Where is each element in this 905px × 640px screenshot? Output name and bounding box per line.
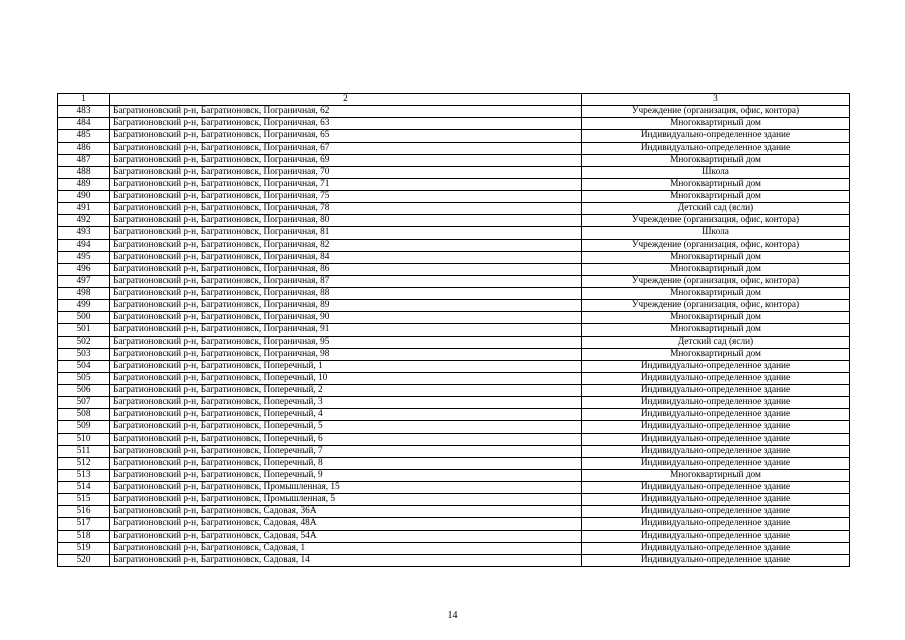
- row-number-cell: 483: [58, 106, 110, 118]
- row-building-type-cell: Индивидуально-определенное здание: [582, 409, 850, 421]
- row-building-type-cell: Индивидуально-определенное здание: [582, 518, 850, 530]
- table-row: [58, 191, 850, 203]
- row-number-cell: 484: [58, 118, 110, 130]
- column-header-building-type: 3: [582, 94, 850, 106]
- row-address-cell: Багратионовский р-н, Багратионовск, Пограничная, 75: [110, 191, 582, 203]
- row-number-cell: 485: [58, 130, 110, 142]
- row-building-type-cell: Многоквартирный дом: [582, 324, 850, 336]
- row-address-cell: Багратионовский р-н, Багратионовск, Пограничная, 70: [110, 166, 582, 178]
- row-building-type-cell: Многоквартирный дом: [582, 348, 850, 360]
- row-building-type-cell: Индивидуально-определенное здание: [582, 554, 850, 566]
- row-number-cell: 512: [58, 457, 110, 469]
- row-number-cell: 515: [58, 494, 110, 506]
- row-building-type-cell: Индивидуально-определенное здание: [582, 397, 850, 409]
- row-number-cell: 486: [58, 142, 110, 154]
- row-address-cell: Багратионовский р-н, Багратионовск, Поперечный, 1: [110, 360, 582, 372]
- row-address-cell: Багратионовский р-н, Багратионовск, Поперечный, 8: [110, 457, 582, 469]
- row-building-type-cell: Детский сад (ясли): [582, 203, 850, 215]
- row-number-cell: 493: [58, 227, 110, 239]
- row-address-cell: Багратионовский р-н, Багратионовск, Пограничная, 95: [110, 336, 582, 348]
- row-number-cell: 497: [58, 275, 110, 287]
- row-address-cell: Багратионовский р-н, Багратионовск, Поперечный, 9: [110, 469, 582, 481]
- row-address-cell: Багратионовский р-н, Багратионовск, Поперечный, 3: [110, 397, 582, 409]
- row-number-cell: 506: [58, 385, 110, 397]
- row-number-cell: 495: [58, 251, 110, 263]
- row-number-cell: 492: [58, 215, 110, 227]
- row-building-type-cell: Учреждение (организация, офис, контора): [582, 239, 850, 251]
- row-address-cell: Багратионовский р-н, Багратионовск, Поперечный, 7: [110, 445, 582, 457]
- row-number-cell: 516: [58, 506, 110, 518]
- row-number-cell: 499: [58, 300, 110, 312]
- row-building-type-cell: Индивидуально-определенное здание: [582, 421, 850, 433]
- table-row: [58, 518, 850, 530]
- address-table-body: [58, 94, 850, 567]
- row-number-cell: 518: [58, 530, 110, 542]
- row-building-type-cell: Многоквартирный дом: [582, 178, 850, 190]
- row-number-cell: 496: [58, 263, 110, 275]
- row-number-cell: 520: [58, 554, 110, 566]
- row-address-cell: Багратионовский р-н, Багратионовск, Садовая, 54А: [110, 530, 582, 542]
- row-number-cell: 488: [58, 166, 110, 178]
- table-row: [58, 312, 850, 324]
- row-address-cell: Багратионовский р-н, Багратионовск, Садовая, 36А: [110, 506, 582, 518]
- address-table: [57, 93, 850, 567]
- table-row: [58, 554, 850, 566]
- row-address-cell: Багратионовский р-н, Багратионовск, Пограничная, 89: [110, 300, 582, 312]
- row-number-cell: 503: [58, 348, 110, 360]
- row-building-type-cell: Индивидуально-определенное здание: [582, 433, 850, 445]
- row-building-type-cell: Индивидуально-определенное здание: [582, 530, 850, 542]
- row-number-cell: 519: [58, 542, 110, 554]
- row-address-cell: Багратионовский р-н, Багратионовск, Садовая, 48А: [110, 518, 582, 530]
- row-building-type-cell: Индивидуально-определенное здание: [582, 542, 850, 554]
- row-building-type-cell: Многоквартирный дом: [582, 118, 850, 130]
- table-row: [58, 324, 850, 336]
- row-number-cell: 514: [58, 482, 110, 494]
- table-row: [58, 142, 850, 154]
- row-address-cell: Багратионовский р-н, Багратионовск, Промышленная, 5: [110, 494, 582, 506]
- row-address-cell: Багратионовский р-н, Багратионовск, Пограничная, 63: [110, 118, 582, 130]
- row-number-cell: 504: [58, 360, 110, 372]
- row-address-cell: Багратионовский р-н, Багратионовск, Пограничная, 62: [110, 106, 582, 118]
- row-number-cell: 505: [58, 372, 110, 384]
- row-address-cell: Багратионовский р-н, Багратионовск, Пограничная, 86: [110, 263, 582, 275]
- table-row: [58, 263, 850, 275]
- row-building-type-cell: Индивидуально-определенное здание: [582, 372, 850, 384]
- row-building-type-cell: Индивидуально-определенное здание: [582, 494, 850, 506]
- row-address-cell: Багратионовский р-н, Багратионовск, Промышленная, 15: [110, 482, 582, 494]
- table-row: [58, 360, 850, 372]
- table-row: [58, 409, 850, 421]
- row-number-cell: 511: [58, 445, 110, 457]
- row-building-type-cell: Детский сад (ясли): [582, 336, 850, 348]
- row-building-type-cell: Многоквартирный дом: [582, 154, 850, 166]
- table-header-row: [58, 94, 850, 106]
- row-building-type-cell: Многоквартирный дом: [582, 469, 850, 481]
- table-row: [58, 239, 850, 251]
- row-building-type-cell: Индивидуально-определенное здание: [582, 506, 850, 518]
- table-row: [58, 106, 850, 118]
- row-address-cell: Багратионовский р-н, Багратионовск, Садовая, 14: [110, 554, 582, 566]
- row-number-cell: 502: [58, 336, 110, 348]
- row-address-cell: Багратионовский р-н, Багратионовск, Пограничная, 65: [110, 130, 582, 142]
- row-address-cell: Багратионовский р-н, Багратионовск, Пограничная, 90: [110, 312, 582, 324]
- row-address-cell: Багратионовский р-н, Багратионовск, Пограничная, 69: [110, 154, 582, 166]
- row-building-type-cell: Индивидуально-определенное здание: [582, 482, 850, 494]
- row-building-type-cell: Индивидуально-определенное здание: [582, 142, 850, 154]
- table-row: [58, 421, 850, 433]
- row-number-cell: 491: [58, 203, 110, 215]
- table-row: [58, 530, 850, 542]
- table-row: [58, 215, 850, 227]
- table-row: [58, 227, 850, 239]
- row-number-cell: 500: [58, 312, 110, 324]
- row-address-cell: Багратионовский р-н, Багратионовск, Пограничная, 98: [110, 348, 582, 360]
- row-address-cell: Багратионовский р-н, Багратионовск, Пограничная, 80: [110, 215, 582, 227]
- row-address-cell: Багратионовский р-н, Багратионовск, Поперечный, 2: [110, 385, 582, 397]
- row-building-type-cell: Индивидуально-определенное здание: [582, 385, 850, 397]
- row-building-type-cell: Многоквартирный дом: [582, 312, 850, 324]
- table-row: [58, 336, 850, 348]
- table-row: [58, 372, 850, 384]
- table-row: [58, 154, 850, 166]
- row-number-cell: 487: [58, 154, 110, 166]
- table-row: [58, 166, 850, 178]
- table-row: [58, 385, 850, 397]
- row-number-cell: 490: [58, 191, 110, 203]
- row-building-type-cell: Индивидуально-определенное здание: [582, 130, 850, 142]
- row-address-cell: Багратионовский р-н, Багратионовск, Поперечный, 4: [110, 409, 582, 421]
- row-number-cell: 513: [58, 469, 110, 481]
- row-address-cell: Багратионовский р-н, Багратионовск, Пограничная, 81: [110, 227, 582, 239]
- row-building-type-cell: Многоквартирный дом: [582, 263, 850, 275]
- row-building-type-cell: Многоквартирный дом: [582, 191, 850, 203]
- row-number-cell: 489: [58, 178, 110, 190]
- row-building-type-cell: Учреждение (организация, офис, контора): [582, 300, 850, 312]
- table-row: [58, 178, 850, 190]
- row-number-cell: 517: [58, 518, 110, 530]
- row-address-cell: Багратионовский р-н, Багратионовск, Пограничная, 87: [110, 275, 582, 287]
- row-building-type-cell: Индивидуально-определенное здание: [582, 445, 850, 457]
- row-address-cell: Багратионовский р-н, Багратионовск, Пограничная, 88: [110, 288, 582, 300]
- table-row: [58, 542, 850, 554]
- row-number-cell: 509: [58, 421, 110, 433]
- row-number-cell: 507: [58, 397, 110, 409]
- table-row: [58, 288, 850, 300]
- table-row: [58, 251, 850, 263]
- row-address-cell: Багратионовский р-н, Багратионовск, Поперечный, 10: [110, 372, 582, 384]
- row-building-type-cell: Индивидуально-определенное здание: [582, 360, 850, 372]
- row-building-type-cell: Многоквартирный дом: [582, 251, 850, 263]
- row-address-cell: Багратионовский р-н, Багратионовск, Пограничная, 84: [110, 251, 582, 263]
- table-row: [58, 397, 850, 409]
- table-row: [58, 469, 850, 481]
- column-header-address: 2: [110, 94, 582, 106]
- row-building-type-cell: Многоквартирный дом: [582, 288, 850, 300]
- table-row: [58, 300, 850, 312]
- row-building-type-cell: Школа: [582, 227, 850, 239]
- row-building-type-cell: Учреждение (организация, офис, контора): [582, 106, 850, 118]
- row-address-cell: Багратионовский р-н, Багратионовск, Пограничная, 71: [110, 178, 582, 190]
- row-address-cell: Багратионовский р-н, Багратионовск, Пограничная, 78: [110, 203, 582, 215]
- row-number-cell: 508: [58, 409, 110, 421]
- row-building-type-cell: Учреждение (организация, офис, контора): [582, 215, 850, 227]
- row-number-cell: 494: [58, 239, 110, 251]
- row-number-cell: 501: [58, 324, 110, 336]
- row-number-cell: 510: [58, 433, 110, 445]
- row-address-cell: Багратионовский р-н, Багратионовск, Пограничная, 82: [110, 239, 582, 251]
- table-row: [58, 118, 850, 130]
- table-row: [58, 482, 850, 494]
- table-row: [58, 506, 850, 518]
- table-row: [58, 275, 850, 287]
- row-address-cell: Багратионовский р-н, Багратионовск, Пограничная, 91: [110, 324, 582, 336]
- page-number: 14: [447, 610, 458, 621]
- row-building-type-cell: Индивидуально-определенное здание: [582, 457, 850, 469]
- table-row: [58, 130, 850, 142]
- table-row: [58, 457, 850, 469]
- table-row: [58, 445, 850, 457]
- table-row: [58, 348, 850, 360]
- row-building-type-cell: Учреждение (организация, офис, контора): [582, 275, 850, 287]
- table-row: [58, 494, 850, 506]
- row-number-cell: 498: [58, 288, 110, 300]
- row-address-cell: Багратионовский р-н, Багратионовск, Пограничная, 67: [110, 142, 582, 154]
- row-address-cell: Багратионовский р-н, Багратионовск, Поперечный, 6: [110, 433, 582, 445]
- table-row: [58, 203, 850, 215]
- row-address-cell: Багратионовский р-н, Багратионовск, Садовая, 1: [110, 542, 582, 554]
- row-address-cell: Багратионовский р-н, Багратионовск, Поперечный, 5: [110, 421, 582, 433]
- row-building-type-cell: Школа: [582, 166, 850, 178]
- table-row: [58, 433, 850, 445]
- column-header-number: 1: [58, 94, 110, 106]
